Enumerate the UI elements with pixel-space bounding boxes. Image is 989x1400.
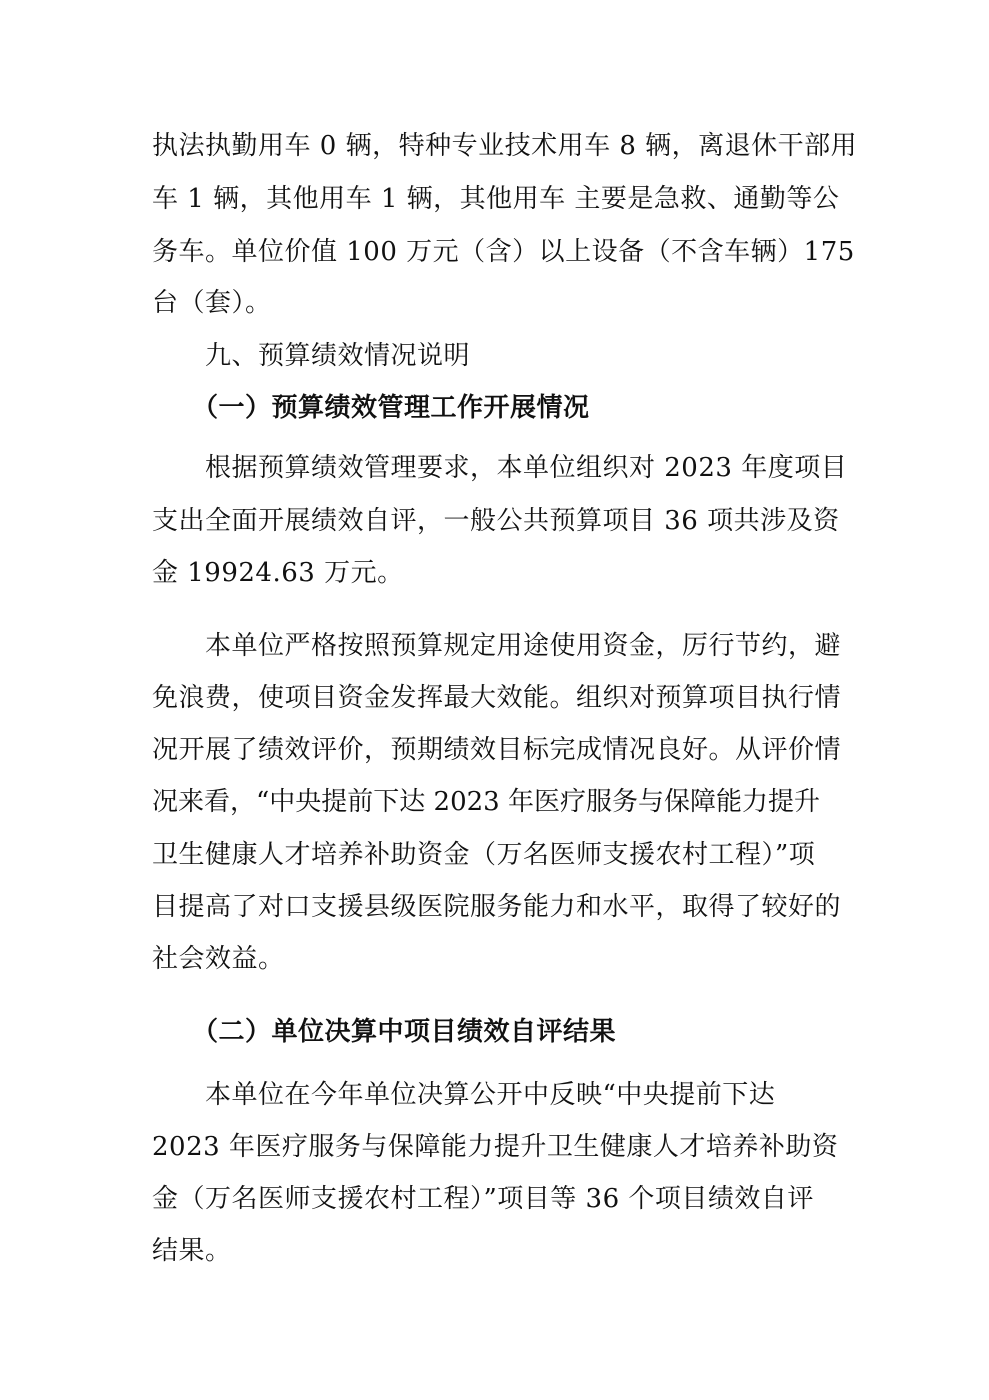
subsection-2-heading: （二）单位决算中项目绩效自评结果	[192, 1017, 617, 1047]
s2-p1-line-1: 本单位在今年单位决算公开中反映“中央提前下达	[205, 1080, 776, 1110]
s1-p1-line-2: 支出全面开展绩效自评，一般公共预算项目 36 项共涉及资	[152, 506, 840, 536]
s1-p2-line-5: 卫生健康人才培养补助资金（万名医师支援农村工程）”项	[152, 840, 816, 870]
intro-line-1: 执法执勤用车 0 辆，特种专业技术用车 8 辆，离退休干部用	[152, 131, 858, 161]
s1-p2-line-4: 况来看，“中央提前下达 2023 年医疗服务与保障能力提升	[152, 787, 820, 817]
s2-p1-line-2: 2023 年医疗服务与保障能力提升卫生健康人才培养补助资	[152, 1132, 839, 1162]
s2-p1-line-4: 结果。	[152, 1236, 232, 1266]
s1-p2-line-1: 本单位严格按照预算规定用途使用资金，厉行节约，避	[205, 631, 842, 661]
s1-p2-line-2: 免浪费，使项目资金发挥最大效能。组织对预算项目执行情	[152, 683, 842, 713]
s1-p2-line-7: 社会效益。	[152, 944, 285, 974]
section-heading: 九、预算绩效情况说明	[205, 341, 471, 371]
s1-p1-line-3: 金 19924.63 万元。	[152, 558, 404, 588]
subsection-1-heading: （一）预算绩效管理工作开展情况	[192, 393, 590, 423]
s1-p1-line-1: 根据预算绩效管理要求，本单位组织对 2023 年度项目	[205, 453, 848, 483]
intro-line-4: 台（套）。	[152, 288, 272, 318]
intro-line-3: 务车。单位价值 100 万元（含）以上设备（不含车辆）175	[152, 237, 855, 267]
s1-p2-line-6: 目提高了对口支援县级医院服务能力和水平，取得了较好的	[152, 892, 842, 922]
s1-p2-line-3: 况开展了绩效评价，预期绩效目标完成情况良好。从评价情	[152, 735, 842, 765]
intro-line-2: 车 1 辆，其他用车 1 辆，其他用车 主要是急救、通勤等公	[152, 184, 840, 214]
s2-p1-line-3: 金（万名医师支援农村工程）”项目等 36 个项目绩效自评	[152, 1184, 814, 1214]
